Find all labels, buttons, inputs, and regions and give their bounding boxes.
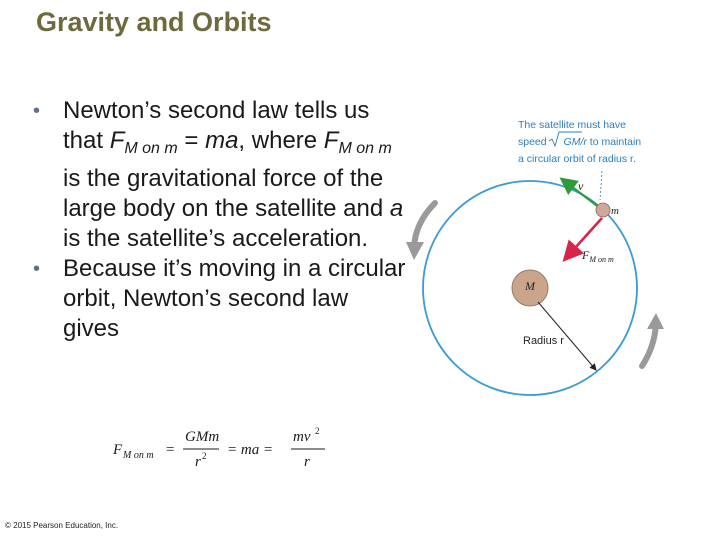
equation-frac1-denominator: r <box>195 454 201 470</box>
ma-term: ma <box>205 127 239 154</box>
central-body-label: M <box>525 279 535 293</box>
equation-frac2-exponent: 2 <box>315 426 320 436</box>
bullet-text: is the satellite’s acceleration. <box>63 225 369 252</box>
orbit-equation <box>113 420 353 476</box>
caption-leader-line <box>600 171 602 200</box>
caption-line-2: speed GM/r to maintain <box>518 136 642 148</box>
equation-lhs-subscript: M on m <box>123 450 154 461</box>
force-symbol: F <box>323 127 339 154</box>
force-subscript: M on m <box>338 140 392 157</box>
orbit-caption <box>518 119 641 165</box>
equation-frac1-exponent: 2 <box>202 451 207 461</box>
equation-frac2-numerator: mv <box>293 429 311 445</box>
bullet-newtons-second-law <box>30 96 410 254</box>
orbit-direction-arrow-icon <box>406 203 435 260</box>
force-label: $F_{M on m}$ <box>582 248 614 264</box>
equation-equals: = <box>166 442 175 458</box>
force-symbol: F <box>109 127 125 154</box>
bullet-list <box>30 96 410 344</box>
force-subscript: M on m <box>124 140 178 157</box>
slide-title: Gravity and Orbits <box>36 7 272 37</box>
equation-lhs-symbol: F <box>113 442 123 458</box>
bullet-text: Because it’s moving in a circular orbit, Newton’s second law gives <box>63 255 406 342</box>
radius-label: Radius r <box>523 335 564 347</box>
acceleration-symbol: a <box>389 195 404 222</box>
orbit-direction-arrow-icon <box>642 313 664 366</box>
bullet-text: Newton’s second law tells us that <box>63 97 370 154</box>
bullet-text: = <box>177 127 206 154</box>
equation-frac2-denominator: r <box>304 454 310 470</box>
caption-line-1: The satellite must have <box>518 119 626 131</box>
orbit-diagram <box>400 108 700 408</box>
caption-line-3: a circular orbit of radius r. <box>518 153 636 165</box>
equation-frac1-numerator: GMm <box>185 429 220 445</box>
equation-ma: = ma = <box>227 442 274 458</box>
velocity-label: v <box>578 179 584 193</box>
bullet-text: is the gravitational force of the large body on the satellite and <box>63 165 390 222</box>
satellite-label: m <box>611 205 619 217</box>
copyright-notice: © 2015 Pearson Education, Inc. <box>5 521 119 530</box>
bullet-text: , where <box>238 127 324 154</box>
bullet-circular-orbit <box>30 254 410 344</box>
satellite <box>596 203 610 217</box>
